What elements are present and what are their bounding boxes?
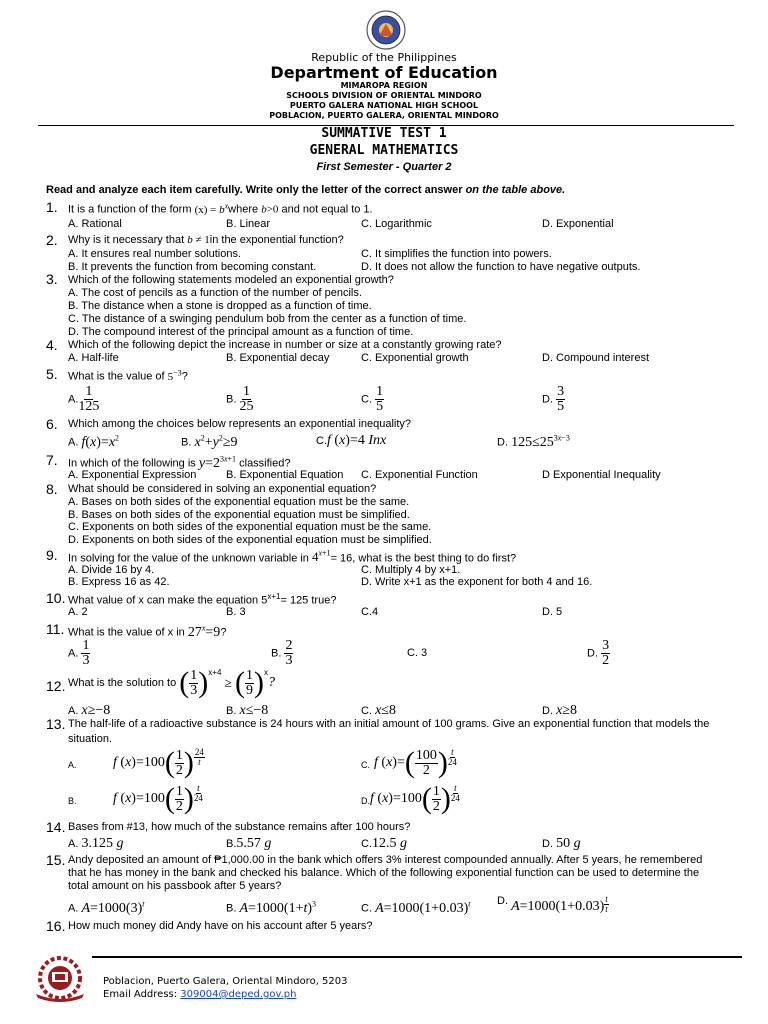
q15-option-d: D. A=1000(1+0.03) $\frac{t}{t}$ [497, 894, 608, 914]
q5-option-b: B. $\frac{1}{25}$ [226, 384, 254, 414]
q10-option-d: D. 5 [542, 606, 563, 618]
q11-option-b: B. $\frac{2}{3}$ [271, 638, 293, 668]
footer-divider [92, 956, 742, 958]
q9-option-a: A. Divide 16 by 4. [68, 564, 155, 576]
q7-number: 7. [46, 452, 58, 468]
q12-number: 12. [46, 678, 66, 694]
q1-text: It is a function of the form $(x) = b^xwhere$ b>0 and not equal to 1. [68, 201, 373, 216]
q13-text: The half-life of a radioactive substance is 24 hours with an initial amount of 100 grams. Give an exponential function that models the [68, 718, 710, 730]
q1-option-d: D. Exponential [542, 218, 614, 230]
q4-option-c: C. Exponential growth [361, 352, 469, 364]
email-link[interactable]: 309004@deped.gov.ph [180, 989, 297, 1000]
q1-number: 1. [46, 199, 58, 215]
department-name: Department of Education [270, 63, 498, 82]
footer-email: Email Address: 309004@deped.gov.ph [103, 989, 297, 1000]
school-line: PUERTO GALERA NATIONAL HIGH SCHOOL [289, 101, 479, 110]
q13-option-c-formula: f (x)=( $\frac{100}{2}$ ) $\frac{t}{24}$ [374, 746, 457, 779]
q8-text: What should be considered in solving an exponential equation? [68, 483, 377, 495]
q10-number: 10. [46, 590, 66, 606]
q14-number: 14. [46, 819, 66, 835]
instructions: Read and analyze each item carefully. Write only the letter of the correct answer on the table above. [46, 184, 566, 196]
division-line: SCHOOLS DIVISION OF ORIENTAL MINDORO [286, 91, 482, 100]
q6-text: Which among the choices below represents an exponential inequality? [68, 418, 412, 430]
q13-option-b-formula: f (x)=100( $\frac{1}{2}$ ) $\frac{t}{24}$ [113, 782, 203, 815]
q3-option-a: A. The cost of pencils as a function of the number of pencils. [68, 287, 362, 299]
q11-option-a: A. $\frac{1}{3}$ [68, 638, 90, 668]
q9-number: 9. [46, 547, 58, 563]
q10-option-a: A. 2 [68, 606, 88, 618]
q1-option-a: A. Rational [68, 218, 122, 230]
address-line: POBLACION, PUERTO GALERA, ORIENTAL MINDORO [269, 111, 499, 120]
q13-option-b-label: B. [68, 796, 77, 806]
q6-option-b: B. $x^2+y^2\ge 9$ [181, 433, 238, 450]
q5-option-a: A. $\frac{1}{125}$ [68, 384, 100, 414]
deped-seal-icon [366, 10, 406, 50]
q14-text: Bases from #13, how much of the substance remains after 100 hours? [68, 821, 411, 833]
q4-option-d: D. Compound interest [542, 352, 649, 364]
q9-text: In solving for the value of the unknown variable in $4^{x+1}= 16$, what is the best thing to do first? [68, 549, 517, 565]
q3-text: Which of the following statements modeled an exponential growth? [68, 274, 394, 286]
q13-option-a-formula: f (x)=100( $\frac{1}{2}$ ) $\frac{24}{t}$ [113, 746, 204, 779]
q13-option-d-formula: f (x)=100( $\frac{1}{2}$ ) $\frac{t}{24}$ [370, 782, 460, 815]
q12-option-b: B. x≤−8 [226, 703, 269, 718]
q11-text: What is the value of x in $27^x=9$? [68, 623, 227, 640]
q13-number: 13. [46, 716, 66, 732]
q13-option-d-label: D. [361, 796, 370, 806]
region-line: MIMAROPA REGION [340, 81, 428, 90]
q5-option-c: C. $\frac{1}{5}$ [361, 384, 384, 414]
q12-text: What is the solution to ( $\frac{1}{3}$ )$^{x+4}$ ≥ ( $\frac{1}{9}$ )$^x$? [68, 666, 276, 699]
q2-option-c: C. It simplifies the function into powers. [361, 248, 552, 260]
term-line: First Semester - Quarter 2 [316, 161, 452, 173]
q16-text: How much money did Andy have on his account after 5 years? [68, 920, 373, 932]
q7-option-a: A. Exponential Expression [68, 469, 197, 481]
q13-text-cont: situation. [68, 733, 113, 745]
q5-number: 5. [46, 366, 58, 382]
q4-option-b: B. Exponential decay [226, 352, 330, 364]
q3-option-c: C. The distance of a swinging pendulum bob from the center as a function of time. [68, 313, 467, 325]
q14-option-b: B.5.57 g [226, 836, 272, 851]
school-logo-icon [30, 954, 90, 1002]
q9-option-d: D. Write x+1 as the exponent for both 4 and 16. [361, 576, 593, 588]
q4-number: 4. [46, 337, 58, 353]
q15-option-c: C. $A=1000(1+0.03)^t$ [361, 899, 471, 916]
q13-option-a-label: A. [68, 760, 77, 770]
q5-text: What is the value of $5^{-3}$? [68, 368, 188, 383]
q3-number: 3. [46, 271, 58, 287]
q10-option-c: C.4 [361, 606, 379, 618]
q2-option-d: D. It does not allow the function to have negative outputs. [361, 261, 641, 273]
q15-option-a: A. $A=1000(3)^t$ [68, 899, 145, 916]
q11-option-c: C. 3 [407, 647, 428, 659]
q7-text: In which of the following is $y=2^{3x+1}$ classified? [68, 454, 291, 471]
q15-number: 15. [46, 852, 66, 868]
q16-number: 16. [46, 918, 66, 934]
footer-address: Poblacion, Puerto Galera, Oriental Mindoro, 5203 [103, 976, 348, 987]
q9-option-b: B. Express 16 as 42. [68, 576, 170, 588]
q2-option-b: B. It prevents the function from becoming constant. [68, 261, 317, 273]
q14-option-c: C.12.5 g [361, 836, 407, 851]
republic-line: Republic of the Philippines [311, 51, 457, 64]
q8-option-b: B. Bases on both sides of the exponential equation must be simplified. [68, 509, 410, 521]
q5-option-d: D. $\frac{3}{5}$ [542, 384, 565, 414]
q1-option-b: B. Linear [226, 218, 271, 230]
q7-option-c: C. Exponential Function [361, 469, 478, 481]
q6-option-c: C.f (x)=4 Inx [316, 433, 387, 448]
q6-number: 6. [46, 416, 58, 432]
q14-option-d: D. 50 g [542, 836, 581, 851]
subject-title: GENERAL MATHEMATICS [309, 143, 459, 158]
q4-text: Which of the following depict the increase in number or size at a constantly growing rate? [68, 339, 502, 351]
test-title: SUMMATIVE TEST 1 [321, 126, 447, 141]
q8-option-c: C. Exponents on both sides of the exponential equation must be the same. [68, 521, 432, 533]
q15-text-line3: total amount on his passbook after 5 years? [68, 880, 282, 892]
q6-option-d: D. $125\le 25^{3x-3}$ [497, 433, 570, 450]
q8-option-a: A. Bases on both sides of the exponential equation must be the same. [68, 496, 410, 508]
q8-number: 8. [46, 481, 58, 497]
q9-option-c: C. Multiply 4 by x+1. [361, 564, 461, 576]
q15-text-line1: Andy deposited an amount of ₱1,000.00 in the bank which offers 3% interest compounded annually. After 5 years, he remembered [68, 854, 703, 866]
q2-number: 2. [46, 232, 58, 248]
q15-option-b: B. $A=1000(1+t)^3$ [226, 899, 317, 916]
q12-option-c: C. x≤8 [361, 703, 396, 718]
q1-option-c: C. Logarithmic [361, 218, 432, 230]
q14-option-a: A. 3.125 g [68, 836, 124, 851]
q8-option-d: D. Exponents on both sides of the exponential equation must be simplified. [68, 534, 432, 546]
q11-number: 11. [46, 621, 65, 637]
q15-text-line2: that he has money in the bank and checked his balance. Which of the following exponential function can be used to determine the [68, 867, 700, 879]
q4-option-a: A. Half-life [68, 352, 119, 364]
q7-option-b: B. Exponential Equation [226, 469, 344, 481]
q3-option-d: D. The compound interest of the principal amount as a function of time. [68, 326, 414, 338]
q3-option-b: B. The distance when a stone is dropped as a function of time. [68, 300, 372, 312]
q10-text: What value of x can make the equation $5^{x+1}= 125$ true? [68, 592, 337, 607]
q2-text: Why is it necessary that b ≠ 1in the exponential function? [68, 234, 344, 246]
q10-option-b: B. 3 [226, 606, 246, 618]
q13-option-c-label: C. [361, 760, 370, 770]
q11-option-d: D. $\frac{3}{2}$ [587, 638, 610, 668]
q2-option-a: A. It ensures real number solutions. [68, 248, 242, 260]
q6-option-a: A. $f(x)=x^2$ [68, 433, 120, 450]
q12-option-d: D. x≥8 [542, 703, 577, 718]
q7-option-d: D Exponential Inequality [542, 469, 661, 481]
q12-option-a: A. x≥−8 [68, 703, 111, 718]
